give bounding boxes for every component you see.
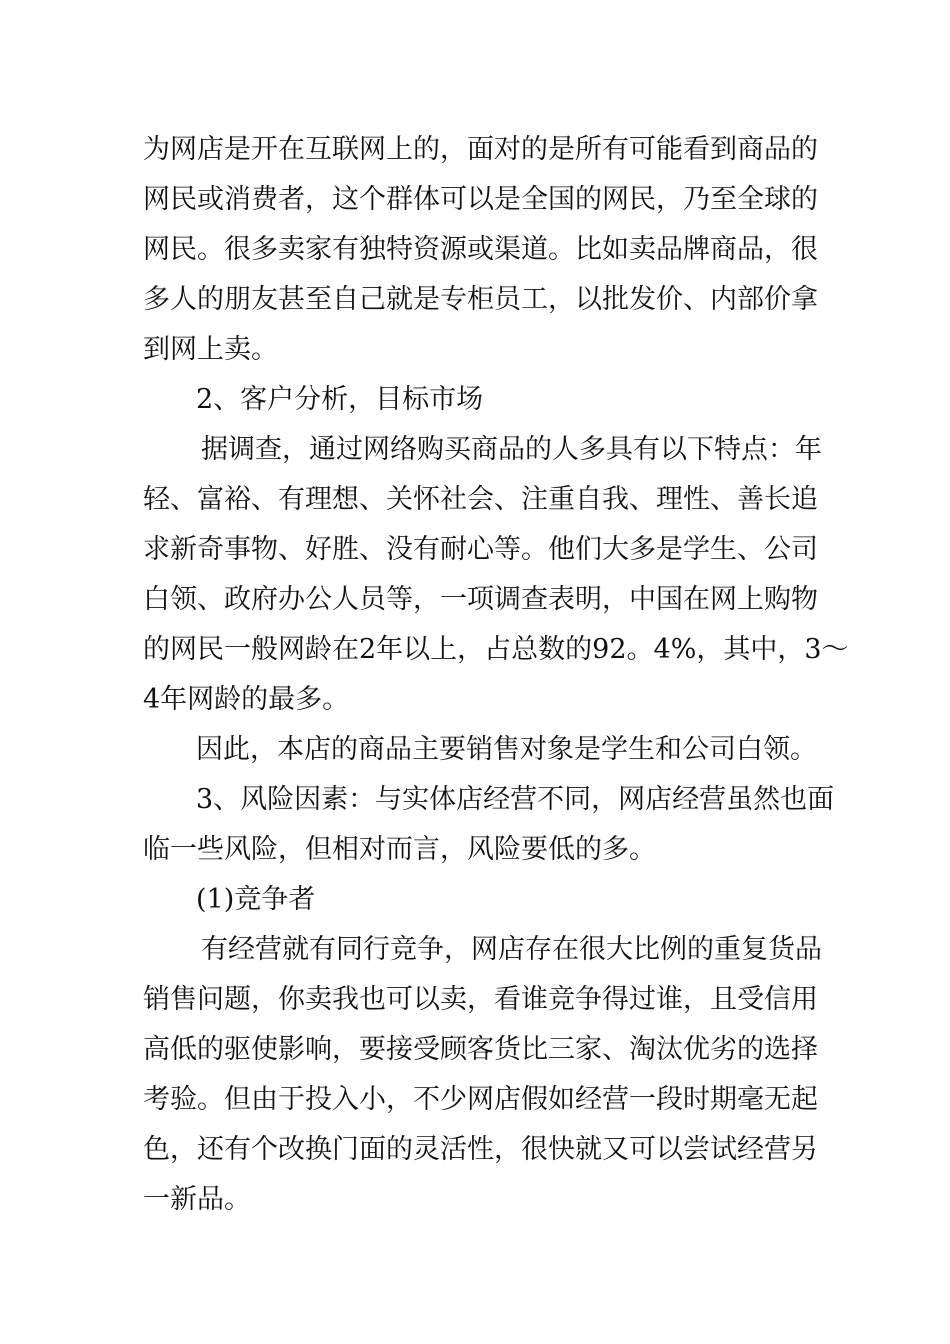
text-line: 考验。但由于投入小，不少网店假如经营一段时期毫无起: [143, 1084, 818, 1115]
section-heading: 2、客户分析，目标市场: [196, 384, 484, 415]
text-line: 到网上卖。: [143, 334, 278, 365]
text-line: 色，还有个改换门面的灵活性，很快就又可以尝试经营另: [143, 1134, 818, 1165]
text-line: 网民或消费者，这个群体可以是全国的网民，乃至全球的: [143, 184, 818, 215]
text-line: 高低的驱使影响，要接受顾客货比三家、淘汰优劣的选择: [143, 1034, 818, 1065]
text-line: 有经营就有同行竞争，网店存在很大比例的重复货品: [201, 934, 822, 965]
text-line: 因此，本店的商品主要销售对象是学生和公司白领。: [196, 734, 817, 765]
sub-heading: (1)竞争者: [196, 884, 316, 915]
text-line: 求新奇事物、好胜、没有耐心等。他们大多是学生、公司: [143, 534, 818, 565]
text-line: 的网民一般网龄在2年以上，占总数的92。4%，其中，3～: [143, 634, 849, 665]
text-line: 为网店是开在互联网上的，面对的是所有可能看到商品的: [143, 134, 818, 165]
text-line: 多人的朋友甚至自己就是专柜员工，以批发价、内部价拿: [143, 284, 818, 315]
text-line: 4年网龄的最多。: [143, 684, 350, 715]
text-line: 轻、富裕、有理想、关怀社会、注重自我、理性、善长追: [143, 484, 818, 515]
text-line: 临一些风险，但相对而言，风险要低的多。: [143, 834, 656, 865]
text-line: 网民。很多卖家有独特资源或渠道。比如卖品牌商品，很: [143, 234, 818, 265]
section-heading: 3、风险因素：与实体店经营不同，网店经营虽然也面: [196, 784, 835, 815]
text-line: 一新品。: [143, 1184, 251, 1215]
text-line: 白领、政府办公人员等，一项调查表明，中国在网上购物: [143, 584, 818, 615]
text-line: 销售问题，你卖我也可以卖，看谁竞争得过谁，且受信用: [143, 984, 818, 1015]
text-line: 据调查，通过网络购买商品的人多具有以下特点：年: [201, 434, 822, 465]
